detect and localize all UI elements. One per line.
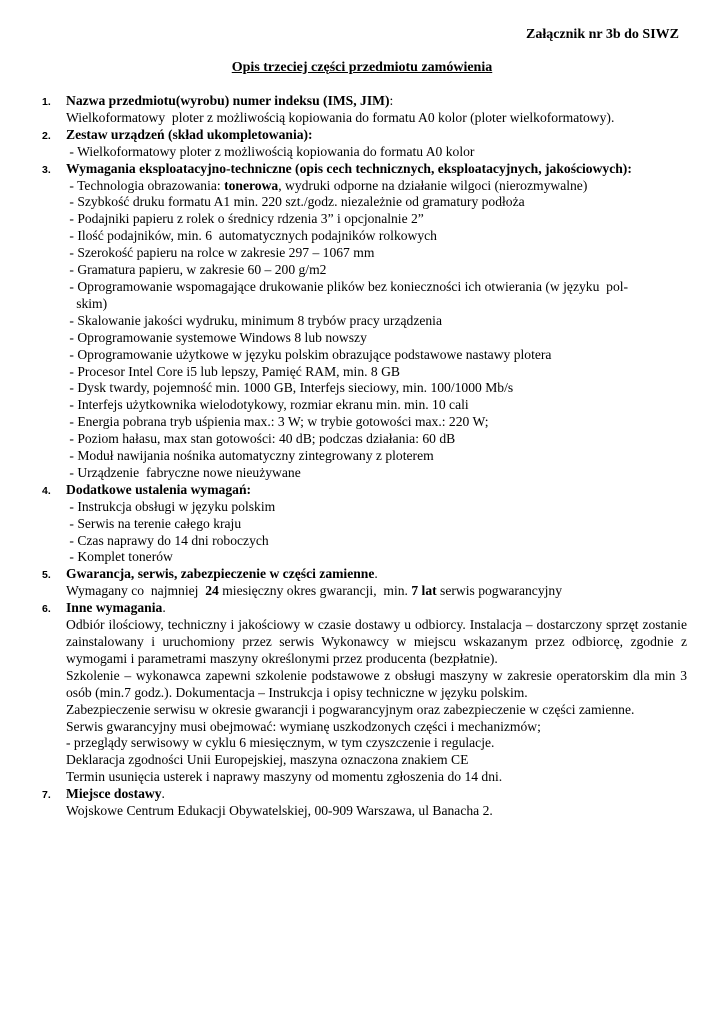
list-item: - Energia pobrana tryb uśpienia max.: 3 W; w trybie gotowości max.: 220 W; xyxy=(66,414,489,430)
section-5 xyxy=(42,566,687,600)
list-item xyxy=(66,178,687,195)
warranty-text: serwis pogwarancyjny xyxy=(436,583,562,599)
list-item: - Oprogramowanie użytkowe w języku polskim obrazujące podstawowe nastawy plotera xyxy=(66,346,552,362)
list-item: - Skalowanie jakości wydruku, minimum 8 trybów pracy urządzenia xyxy=(66,312,442,328)
paragraph: - przeglądy serwisowy w cyklu 6 miesięcznym, w tym czyszczenie i regulacje. xyxy=(66,735,495,751)
warranty-line xyxy=(66,583,687,600)
paragraph: Serwis gwarancyjny musi obejmować: wymianę uszkodzonych części i mechanizmów; xyxy=(66,718,541,734)
list-item: - Poziom hałasu, max stan gotowości: 40 dB; podczas działania: 60 dB xyxy=(66,431,456,447)
paragraph: Zabezpieczenie serwisu w okresie gwarancji i pogwarancyjnym oraz zabezpieczenie w części zamienne. xyxy=(66,701,635,717)
list-item-bold: tonerowa xyxy=(224,177,279,193)
list-item: - Czas naprawy do 14 dni roboczych xyxy=(66,532,269,548)
section-heading: Dodatkowe ustalenia wymagań: xyxy=(66,481,252,497)
section-heading: Zestaw urządzeń (skład ukompletowania): xyxy=(66,126,313,142)
list-item-text: , wydruki odporne na działanie wilgoci (nierozmywalne) xyxy=(278,177,588,193)
section-number: 1. xyxy=(42,96,51,108)
section-heading: Inne wymagania xyxy=(66,600,163,616)
section-heading: Miejsce dostawy xyxy=(66,786,162,802)
section-1 xyxy=(42,93,687,127)
list-item: - Szybkość druku formatu A1 min. 220 szt./godz. niezależnie od gramatury podłoża xyxy=(66,194,525,210)
heading-suffix: : xyxy=(389,93,394,108)
document-body xyxy=(42,93,687,820)
warranty-text: miesięczny okres gwarancji, min. xyxy=(218,583,412,599)
section-line: Wielkoformatowy ploter z możliwością kopiowania do formatu A0 kolor (ploter wielkoformatowy). xyxy=(66,109,615,125)
list-item: - Podajniki papieru z rolek o średnicy rdzenia 3” i opcjonalnie 2” xyxy=(66,211,424,227)
section-heading: Gwarancja, serwis, zabezpieczenie w części zamienne xyxy=(66,566,375,582)
list-item: - Moduł nawijania nośnika automatyczny zintegrowany z ploterem xyxy=(66,448,434,464)
list-item: - Szerokość papieru na rolce w zakresie 297 – 1067 mm xyxy=(66,245,375,261)
paragraph: Deklaracja zgodności Unii Europejskiej, maszyna oznaczona znakiem CE xyxy=(66,752,469,768)
list-item: - Instrukcja obsługi w języku polskim xyxy=(66,498,276,514)
delivery-address: Wojskowe Centrum Edukacji Obywatelskiej, 00-909 Warszawa, ul Banacha 2. xyxy=(66,803,493,819)
section-heading: Nazwa przedmiotu(wyrobu) numer indeksu (IMS, JIM) xyxy=(66,93,390,108)
paragraph: Szkolenie – wykonawca zapewni szkolenie podstawowe z obsługi maszyny w zakresie operatorskim dla min 3 osób (min.7 godz.). Dokumentacja – Instrukcja i opisy techniczne w języku polskim. xyxy=(66,667,687,700)
section-7 xyxy=(42,786,687,820)
heading-suffix: . xyxy=(374,566,378,582)
list-item: - Serwis na terenie całego kraju xyxy=(66,515,242,531)
annex-label: Załącznik nr 3b do SIWZ xyxy=(525,27,679,42)
section-number: 7. xyxy=(42,789,51,802)
paragraph: Odbiór ilościowy, techniczny i jakościowy w czasie dostawy u odbiorcy. Instalacja – dostarczony sprzęt zostanie zainstalowany i uruchomiony przez serwis Wykonawcy w miejscu wskazanym przez odbiorcę, zgodnie z wymogami i parametrami maszyny określonymi przez producenta (bezpłatnie). xyxy=(66,617,687,666)
post-warranty-years: 7 lat xyxy=(411,583,437,599)
list-item: - Gramatura papieru, w zakresie 60 – 200 g/m2 xyxy=(66,262,327,278)
section-2 xyxy=(42,127,687,161)
section-number: 6. xyxy=(42,603,51,616)
section-number: 4. xyxy=(42,484,51,497)
section-3 xyxy=(42,161,687,482)
list-item-text: - Technologia obrazowania: xyxy=(66,177,225,193)
list-item: - Wielkoformatowy ploter z możliwością kopiowania do formatu A0 kolor xyxy=(66,143,475,159)
list-item: - Oprogramowanie wspomagające drukowanie plików bez konieczności ich otwierania (w języku pol- xyxy=(66,278,629,294)
section-number: 5. xyxy=(42,569,51,582)
heading-suffix: . xyxy=(162,600,166,616)
list-item: - Oprogramowanie systemowe Windows 8 lub nowszy xyxy=(66,329,367,345)
list-item: skim) xyxy=(66,295,108,311)
list-item: - Komplet tonerów xyxy=(66,549,173,565)
list-item: - Interfejs użytkownika wielodotykowy, rozmiar ekranu min. min. 10 cali xyxy=(66,397,469,413)
heading-suffix: . xyxy=(161,786,165,802)
list-item: - Dysk twardy, pojemność min. 1000 GB, Interfejs sieciowy, min. 100/1000 Mb/s xyxy=(66,380,514,396)
list-item: - Urządzenie fabryczne nowe nieużywane xyxy=(66,464,301,480)
warranty-text: Wymagany co najmniej xyxy=(66,583,206,599)
section-heading: Wymagania eksploatacyjno-techniczne (opis cech technicznych, eksploatacyjnych, jakościowych): xyxy=(66,160,632,176)
paragraph: Termin usunięcia usterek i naprawy maszyny od momentu zgłoszenia do 14 dni. xyxy=(66,769,503,785)
list-item: - Ilość podajników, min. 6 automatycznych podajników rolkowych xyxy=(66,228,437,244)
list-item: - Procesor Intel Core i5 lub lepszy, Pamięć RAM, min. 8 GB xyxy=(66,363,401,379)
warranty-months: 24 xyxy=(205,583,219,599)
section-4 xyxy=(42,482,687,567)
section-number: 2. xyxy=(42,129,51,142)
section-6 xyxy=(42,600,687,786)
document-title: Opis trzeciej części przedmiotu zamówienia xyxy=(231,60,493,75)
section-number: 3. xyxy=(42,163,51,176)
